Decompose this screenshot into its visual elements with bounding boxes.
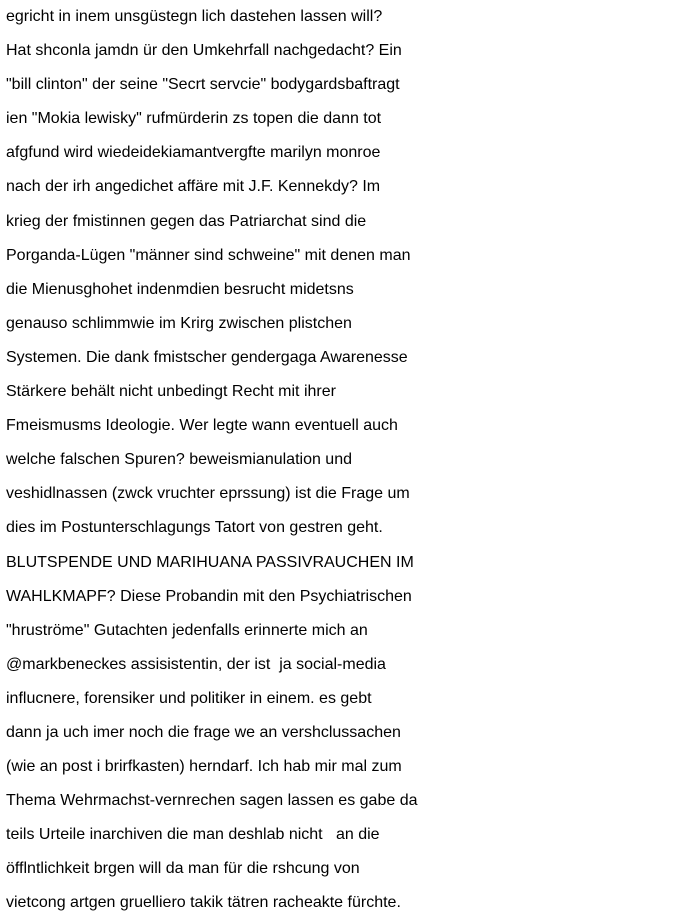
text-line-4: ien "Mokia lewisky" rufmürderin zs topen die dann tot: [6, 110, 382, 128]
text-line-27: vietcong artgen gruelliero takik tätren racheakte fürchte.: [6, 894, 401, 912]
text-line-23: (wie an post i brirfkasten) herndarf. Ich hab mir mal zum: [6, 758, 402, 776]
text-line-24: Thema Wehrmachst-vernrechen sagen lassen es gabe da: [6, 792, 418, 810]
text-line-21: influcnere, forensiker und politiker in einem. es gebt: [6, 689, 372, 707]
text-line-14: welche falschen Spuren? beweismianulation und: [6, 451, 352, 469]
text-line-12: Stärkere behält nicht unbedingt Recht mit ihrer: [6, 383, 336, 401]
text-line-22: dann ja uch imer noch die frage we an vershclussachen: [6, 723, 401, 741]
text-line-6: nach der irh angedichet affäre mit J.F. Kennekdy? Im: [6, 178, 381, 196]
text-line-18: WAHLKMAPF? Diese Probandin mit den Psychiatrischen: [6, 587, 412, 605]
text-line-26: öfflntlichkeit brgen will da man für die rshcung von: [6, 860, 360, 878]
text-line-13: Fmeismusms Ideologie. Wer legte wann eventuell auch: [6, 417, 398, 435]
text-line-7: krieg der fmistinnen gegen das Patriarchat sind die: [6, 212, 367, 230]
text-line-25: teils Urteile inarchiven die man deshlab nicht an die: [6, 826, 380, 844]
text-line-8: Porganda-Lügen "männer sind schweine" mit denen man: [6, 246, 411, 264]
text-line-2: Hat shconla jamdn ür den Umkehrfall nachgedacht? Ein: [6, 42, 402, 60]
text-line-16: dies im Postunterschlagungs Tatort von gestren geht.: [6, 519, 383, 537]
text-line-1: egricht in inem unsgüstegn lich dastehen lassen will?: [6, 8, 383, 25]
text-line-11: Systemen. Die dank fmistscher gendergaga Awarenesse: [6, 348, 408, 366]
text-line-17: BLUTSPENDE UND MARIHUANA PASSIVRAUCHEN IM: [6, 553, 414, 571]
text-line-19: "hruströme" Gutachten jedenfalls erinnerte mich an: [6, 621, 368, 639]
text-line-5: afgfund wird wiedeidekiamantvergfte marilyn monroe: [6, 144, 381, 162]
text-line-9: die Mienusghohet indenmdien besrucht midetsns: [6, 280, 354, 298]
text-line-3: "bill clinton" der seine "Secrt servcie" bodygardsbaftragt: [6, 76, 400, 94]
text-line-10: genauso schlimmwie im Krirg zwischen plistchen: [6, 314, 352, 332]
text-line-20: @markbeneckes assisistentin, der ist ja social-media: [6, 655, 386, 673]
text-line-15: veshidlnassen (zwck vruchter eprssung) ist die Frage um: [6, 485, 410, 503]
